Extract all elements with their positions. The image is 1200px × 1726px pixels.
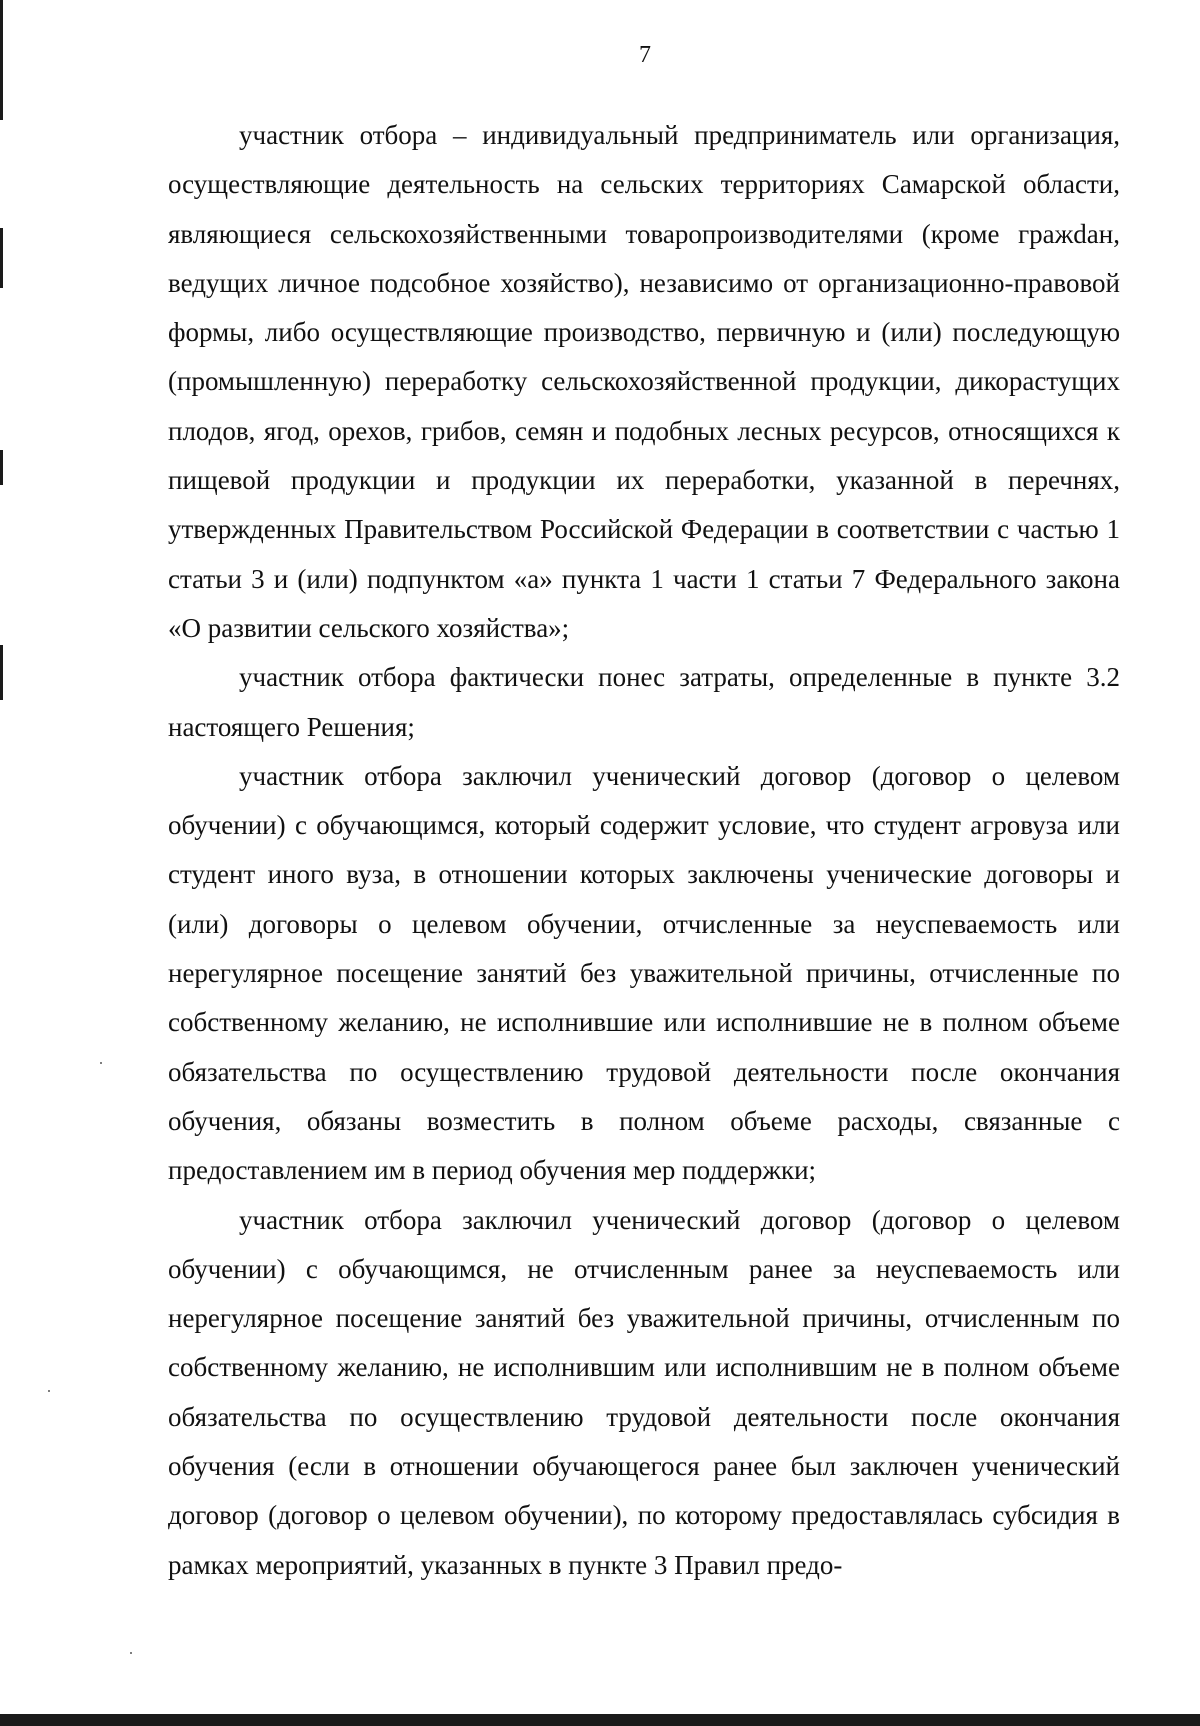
- document-body: [168, 111, 1120, 1590]
- paragraph-student-not-expelled: участник отбора заключил ученический договор (договор о целевом обучении) с обучающимся, не отчисленным ранее за неуспеваемость или нерегулярное посещение занятий без уважительной причины, отчисленным по собственному желанию, не исполнившим или исполнившим не в полном объеме обязательства по осуществлению трудовой деятельности после окончания обучения (если в отношении обучающегося ранее был заключен ученический договор (договор о целевом обучении), по которому предоставлялась субсидия в рамках мероприятий, указанных в пункте 3 Правил предо-: [168, 1204, 1120, 1580]
- paragraph-participant-criteria: участник отбора – индивидуальный предприниматель или организация, осуществляющие деятельность на сельских территориях Самарской области, являющиеся сельскохозяйственными товаропроизводителями (кроме гражdан, ведущих личное подсобное хозяйство), независимо от организационно-правовой формы, либо осуществляющие производство, первичную и (или) последующую (промышленную) переработку сельскохозяйственной продукции, дикорастущих плодов, ягод, орехов, грибов, семян и подобных лесных ресурсов, относящихся к пищевой продукции и продукции их переработки, указанной в перечнях, утвержденных Правительством Российской Федерации в соответствии с частью 1 статьи 3 и (или) подпунктом «а» пункта 1 части 1 статьи 7 Федерального закона «О развитии сельского хозяйства»;: [168, 120, 1120, 643]
- paragraph-costs-incurred: участник отбора фактически понес затраты, определенные в пункте 3.2 настоящего Решения;: [168, 662, 1120, 742]
- page-number: 7: [639, 42, 651, 68]
- scan-edge-mark: [0, 450, 3, 485]
- scan-edge-mark: [0, 645, 3, 700]
- scan-speck: [100, 1062, 102, 1064]
- scan-speck: [48, 1390, 50, 1392]
- paragraph-student-contract-conditions: участник отбора заключил ученический договор (договор о целевом обучении) с обучающимся, который содержит условие, что студент агровуза или студент иного вуза, в отношении которых заключены ученические договоры и (или) договоры о целевом обучении, отчисленные за неуспеваемость или нерегулярное посещение занятий без уважительной причины, отчисленные по собственному желанию, не исполнившие или исполнившие не в полном объеме обязательства по осуществлению трудовой деятельности после окончания обучения, обязаны возместить в полном объеме расходы, связанные с предоставлением им в период обучения мер поддержки;: [168, 760, 1120, 1186]
- scan-speck: [130, 1652, 132, 1654]
- scan-bottom-border: [0, 1714, 1200, 1726]
- scan-edge-mark: [0, 228, 3, 288]
